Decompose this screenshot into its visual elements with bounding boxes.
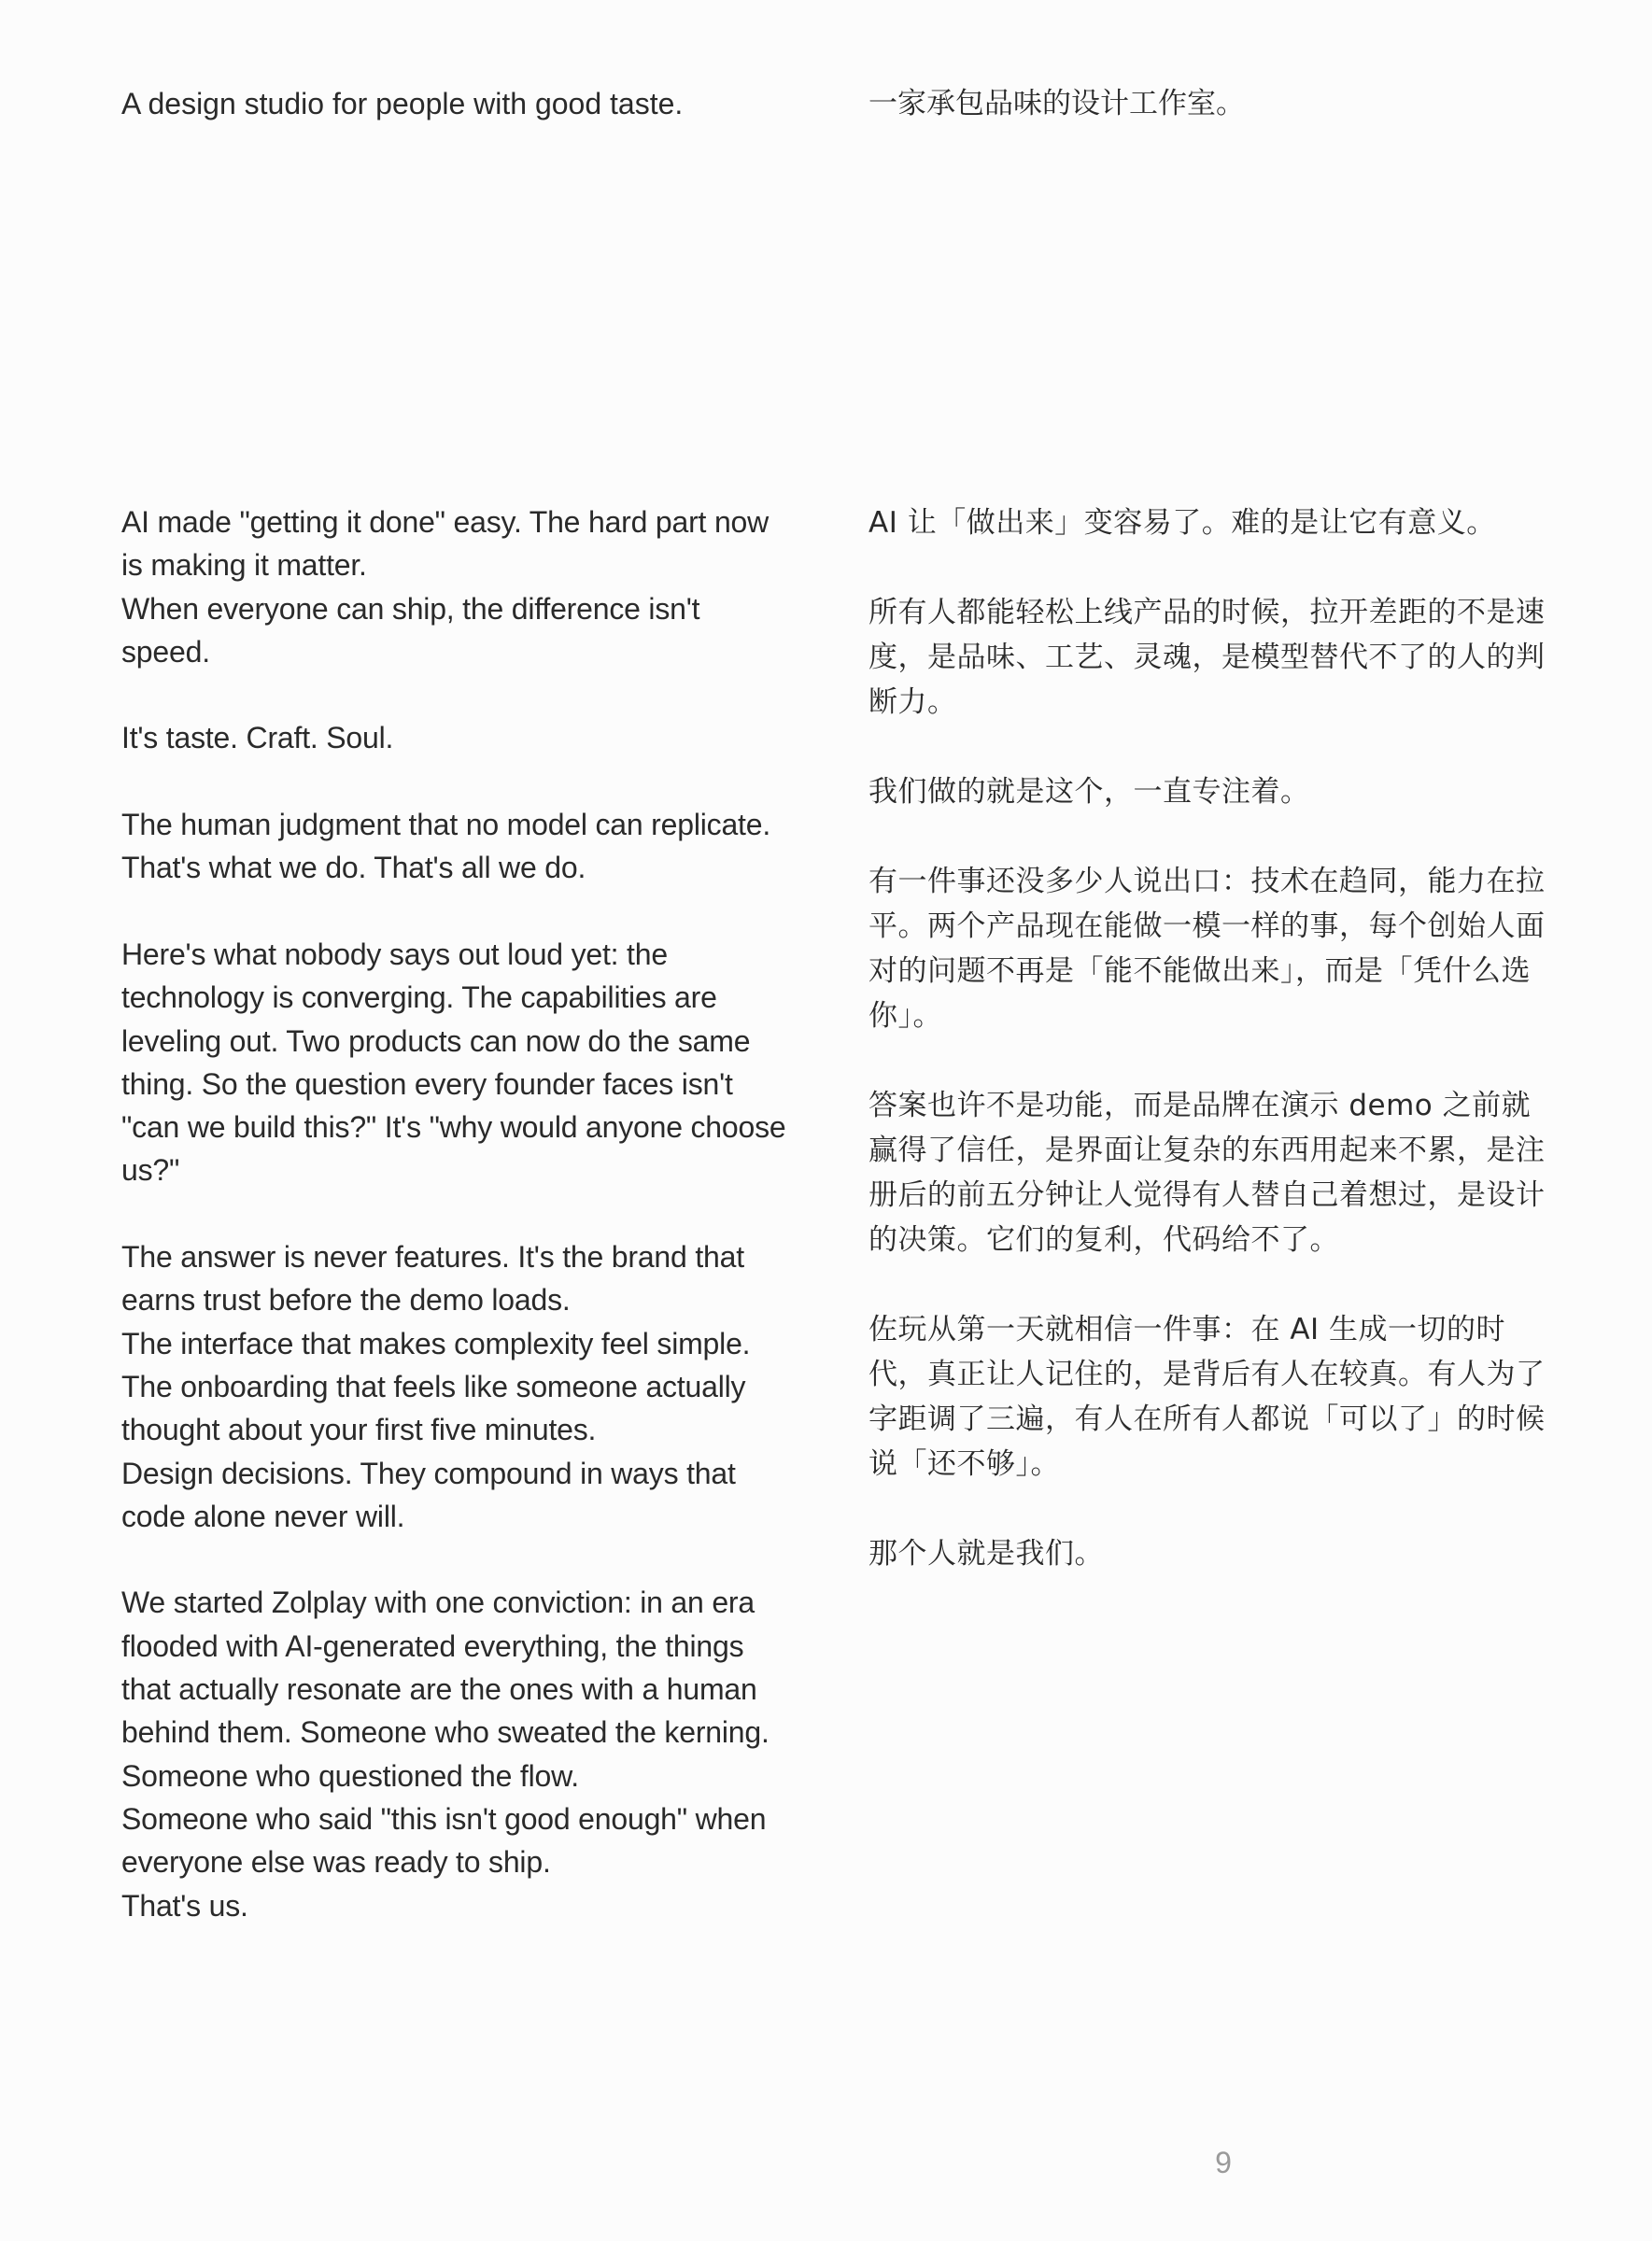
english-line: The answer is never features. It's the brand that earns trust before the demo loads. <box>121 1240 744 1318</box>
english-line: The onboarding that feels like someone actually thought about your first five minutes. <box>121 1369 746 1447</box>
english-line: That's us. <box>121 1888 248 1923</box>
english-paragraph <box>121 933 794 1192</box>
english-line: AI made "getting it done" easy. The hard part now is making it matter. <box>121 505 770 583</box>
chinese-paragraph: 那个人就是我们。 <box>868 1537 1104 1571</box>
chinese-paragraph: 佐玩从第一天就相信一件事：在 AI 生成一切的时代，真正让人记住的，是背后有人在较真。有人为了字距调了三遍，有人在所有人都说「可以了」的时候说「还不够」。 <box>868 1313 1546 1481</box>
english-paragraph <box>121 803 794 890</box>
english-line: The human judgment that no model can replicate. <box>121 808 771 842</box>
chinese-paragraph: 有一件事还没多少人说出口：技术在趋同，能力在拉平。两个产品现在能做一模一样的事，每个创始人面对的问题不再是「能不能做出来」，而是「凭什么选你」。 <box>868 865 1546 1033</box>
english-column <box>121 500 794 1927</box>
english-paragraph <box>121 1235 794 1538</box>
chinese-column <box>868 500 1560 1576</box>
english-line: When everyone can ship, the difference isn't speed. <box>121 591 700 669</box>
english-line: The interface that makes complexity feel simple. <box>121 1326 751 1360</box>
chinese-paragraph: AI 让「做出来」变容易了。难的是让它有意义。 <box>868 506 1496 540</box>
chinese-paragraph: 我们做的就是这个，一直专注着。 <box>868 775 1310 809</box>
chinese-paragraph: 答案也许不是功能，而是品牌在演示 demo 之前就赢得了信任，是界面让复杂的东西用起来不累，是注册后的前五分钟让人觉得有人替自己着想过，是设计的决策。它们的复利，代码给不了。 <box>868 1089 1546 1257</box>
english-line: That's what we do. That's all we do. <box>121 851 586 885</box>
english-line: We started Zolplay with one conviction: in an era flooded with AI-generated everything, the things that actually resonate are the ones with a human behind them. Someone who sweated the kerning. <box>121 1586 770 1750</box>
tagline-chinese: 一家承包品味的设计工作室。 <box>868 87 1245 120</box>
english-paragraph <box>121 1581 794 1926</box>
english-line: It's taste. Craft. Soul. <box>121 721 394 755</box>
chinese-paragraph: 所有人都能轻松上线产品的时候，拉开差距的不是速度，是品味、工艺、灵魂，是模型替代不了的人的判断力。 <box>868 596 1546 719</box>
tagline-english: A design studio for people with good taste. <box>121 87 684 120</box>
page-number: 9 <box>1215 2146 1232 2179</box>
english-line: Someone who said "this isn't good enough" when everyone else was ready to ship. <box>121 1801 767 1880</box>
english-line: Design decisions. They compound in ways that code alone never will. <box>121 1456 736 1533</box>
english-line: Someone who questioned the flow. <box>121 1758 579 1793</box>
english-paragraph <box>121 500 794 673</box>
english-paragraph <box>121 716 794 759</box>
english-line: Here's what nobody says out loud yet: the technology is converging. The capabilities are leveling out. Two products can now do the same thing. So the question every founder faces isn't "can we build this?" It's "why would anyone choose us?" <box>121 937 786 1188</box>
